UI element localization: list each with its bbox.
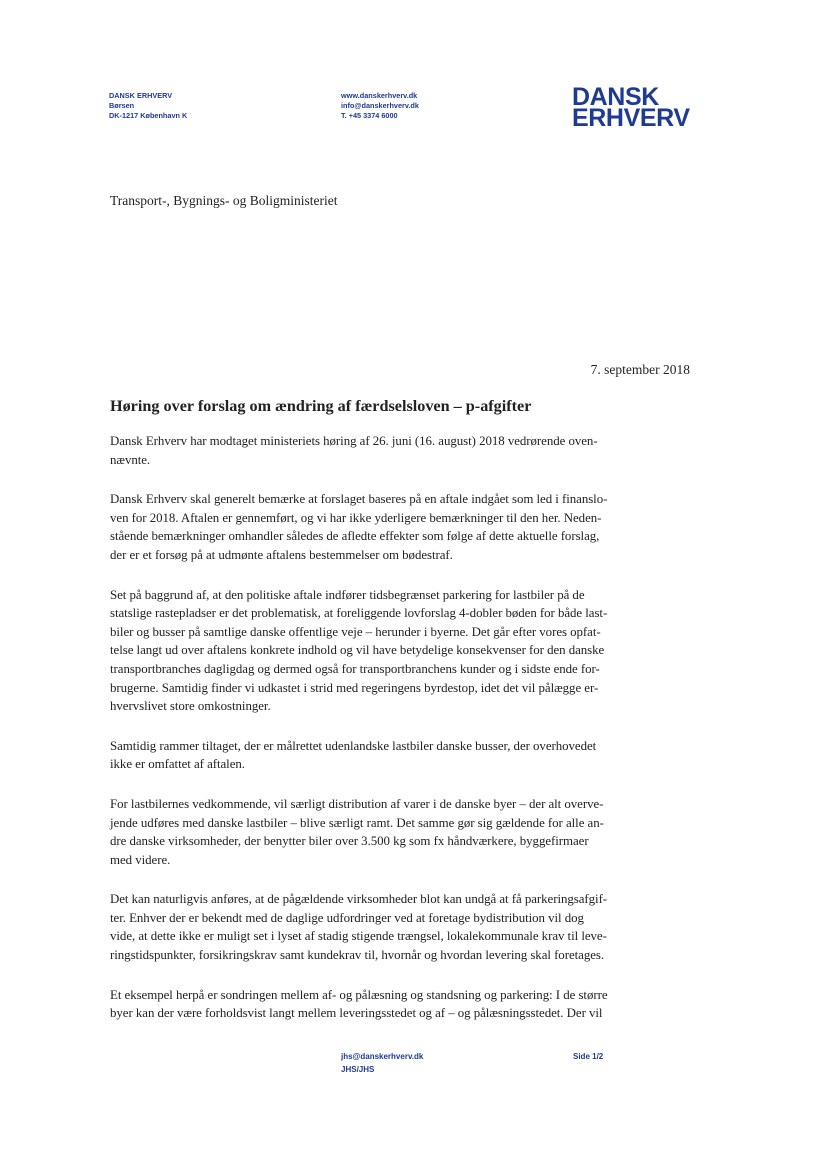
body-paragraph [110, 890, 690, 964]
paragraph-line: ven for 2018. Aftalen er gennemført, og vi har ikke yderligere bemærkninger til den her. Neden- [110, 510, 602, 525]
paragraph-line: Set på baggrund af, at den politiske aftale indfører tidsbegrænset parkering for lastbiler på de [110, 587, 585, 602]
sender-postal-address: DK-1217 København K [109, 110, 188, 120]
paragraph-line: brugerne. Samtidig finder vi udkastet i strid med regeringens byrdestop, idet det vil pålægge er- [110, 680, 599, 695]
paragraph-line: biler og busser på samtlige danske offentlige veje – herunder i byerne. Det går efter vores opfat- [110, 624, 601, 639]
sender-building: Børsen [109, 100, 135, 110]
paragraph-line: Et eksempel herpå er sondringen mellem af- og pålæsning og standsning og parkering: I de større [110, 987, 608, 1002]
paragraph-line: statslige rastepladser er det problematisk, at foreliggende lovforslag 4-dobler bøden for både last- [110, 606, 608, 621]
body-paragraph [110, 490, 690, 564]
paragraph-line: For lastbilernes vedkommende, vil særligt distribution af varer i de danske byer – der alt overve- [110, 796, 604, 811]
paragraph-line: nævnte. [110, 452, 151, 467]
sender-org-name: DANSK ERHVERV [109, 91, 173, 100]
paragraph-line: der er et forsøg på at udmønte aftalens bestemmelser om bødestraf. [110, 547, 453, 562]
paragraph-line: ringstidspunkter, forsikringskrav samt kundekrav til, hvornår og hvordan levering skal foretages. [110, 948, 605, 963]
body-paragraph [110, 737, 690, 774]
paragraph-line: Det kan naturligvis anføres, at de pågældende virksomheder blot kan undgå at få parkeringsafgif- [110, 892, 608, 907]
body-paragraph [110, 986, 690, 1023]
recipient: Transport-, Bygnings- og Boligministeriet [110, 193, 338, 208]
phone-number: T. +45 3374 6000 [341, 110, 398, 120]
email-link[interactable]: info@danskerhverv.dk [341, 100, 419, 110]
paragraph-line: ikke er omfattet af aftalen. [110, 757, 245, 772]
website-link[interactable]: www.danskerhverv.dk [341, 91, 418, 100]
letter-date: 7. september 2018 [590, 362, 690, 377]
sender-address-block [109, 91, 187, 120]
paragraph-line: med videre. [110, 852, 171, 867]
paragraph-line: vide, at dette ikke er muligt set i lyset af stadig stigende trængsel, lokalekommunale krav til leve- [110, 929, 607, 944]
footer-contact [341, 1050, 423, 1076]
footer-email[interactable]: jhs@danskerhverv.dk [341, 1052, 424, 1061]
paragraph-line: jende udføres med danske lastbiler – blive særligt ramt. Det samme gør sig gældende for alle an- [110, 815, 604, 830]
footer-initials: JHS/JHS [341, 1065, 375, 1074]
body-paragraph [110, 432, 690, 469]
body-paragraph [110, 586, 690, 716]
body-paragraph [110, 795, 690, 869]
letter-body [110, 432, 690, 1044]
logo-line-2: ERHVERV [572, 104, 690, 132]
paragraph-line: Dansk Erhverv skal generelt bemærke at forslaget baseres på en aftale indgået som led i finanslo- [110, 492, 608, 507]
paragraph-line: transportbranches dagligdag og dermed også for transportbranchens kunder og i sidste ende for- [110, 661, 600, 676]
paragraph-line: ter. Enhver der er bekendt med de daglige udfordringer ved at foretage bydistribution vil dog [110, 910, 584, 925]
paragraph-line: Samtidig rammer tiltaget, der er målrettet udenlandske lastbiler danske busser, der overhovedet [110, 738, 597, 753]
paragraph-line: telse langt ud over aftalens konkrete indhold og vil have betydelige konsekvenser for den danske [110, 643, 605, 658]
letter-subject: Høring over forslag om ændring af færdselsloven – p-afgifter [110, 397, 532, 415]
paragraph-line: hvervslivet store omkostninger. [110, 699, 271, 714]
dansk-erhverv-logo [572, 83, 690, 132]
paragraph-line: Dansk Erhverv har modtaget ministeriets høring af 26. juni (16. august) 2018 vedrørende oven- [110, 434, 598, 448]
sender-contact-block [341, 91, 419, 120]
page-number: Side 1/2 [573, 1052, 604, 1061]
paragraph-line: byer kan der være forholdsvist langt mellem leveringsstedet og af – og pålæsningsstedet. Der vil [110, 1006, 603, 1021]
paragraph-line: dre danske virksomheder, der benytter biler over 3.500 kg som fx håndværkere, byggefirmaer [110, 834, 589, 849]
logo-line-1: DANSK [572, 83, 659, 111]
paragraph-line: stående bemærkninger omhandler således de afledte effekter som følge af dette aktuelle forslag, [110, 529, 600, 544]
